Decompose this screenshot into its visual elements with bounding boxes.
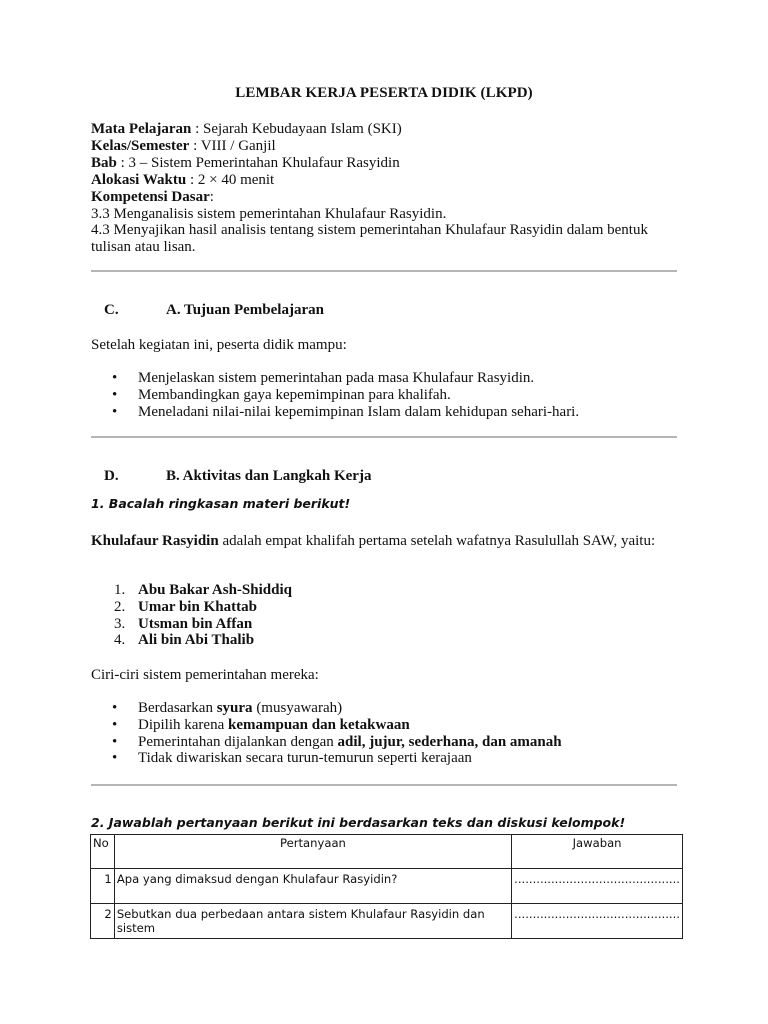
list-item [112, 616, 292, 633]
term-bold: Khulafaur Rasyidin [91, 533, 219, 549]
answer-blank[interactable]: ............................................. [512, 904, 683, 939]
section-heading-aktivitas [104, 468, 371, 485]
features-intro: Ciri-ciri sistem pemerintahan mereka: [91, 667, 319, 683]
bullet-icon: • [112, 700, 118, 716]
list-item [112, 734, 562, 751]
kd-colon: : [209, 188, 214, 205]
column-header-no: No [91, 835, 115, 869]
chapter-value: : 3 – Sistem Pemerintahan Khulafaur Rasyidin [116, 154, 400, 171]
list-number: 2. [114, 598, 126, 615]
list-item [112, 717, 562, 734]
list-number: 3. [114, 615, 126, 632]
list-item [112, 582, 292, 599]
feature-text: Berdasarkan [138, 700, 217, 716]
time-value: : 2 × 40 menit [186, 171, 275, 188]
list-item [112, 370, 579, 387]
kd-item-1: 3.3 Menganalisis sistem pemerintahan Khulafaur Rasyidin. [91, 205, 447, 222]
kd-label: Kompetensi Dasar [91, 188, 210, 205]
caliphs-list [112, 582, 292, 649]
question-text: Sebutkan dua perbedaan antara sistem Khulafaur Rasyidin dan sistem [114, 904, 511, 939]
feature-bold: kemampuan dan ketakwaan [227, 716, 410, 733]
section-letter: C. [104, 302, 119, 318]
time-label: Alokasi Waktu [91, 171, 187, 188]
objective-text: Meneladani nilai-nilai kepemimpinan Islam dalam kehidupan sehari-hari. [138, 403, 580, 420]
feature-text: (musyawarah) [252, 700, 343, 716]
list-item [112, 387, 579, 404]
bullet-icon: • [112, 370, 118, 386]
feature-bold: adil, jujur, sederhana, dan amanah [337, 733, 562, 750]
divider [91, 784, 677, 786]
chapter-label: Bab [91, 154, 117, 171]
class-label: Kelas/Semester [91, 137, 190, 154]
list-number: 4. [114, 632, 126, 649]
row-number: 1 [91, 869, 115, 904]
table-row [91, 869, 683, 904]
section-letter: D. [104, 468, 119, 484]
page-title: LEMBAR KERJA PESERTA DIDIK (LKPD) [235, 85, 533, 101]
row-number: 2 [91, 904, 115, 939]
time-line [91, 172, 681, 189]
list-item [112, 632, 292, 649]
chapter-line [91, 155, 681, 172]
list-item [112, 599, 292, 616]
caliph-name: Umar bin Khattab [138, 598, 257, 615]
bullet-icon: • [112, 403, 118, 420]
subject-label: Mata Pelajaran [91, 121, 192, 137]
question-text: Apa yang dimaksud dengan Khulafaur Rasyidin? [114, 869, 511, 904]
caliph-name: Ali bin Abi Thalib [138, 632, 255, 649]
feature-bold: syura [216, 700, 253, 716]
caliph-name: Abu Bakar Ash-Shiddiq [138, 582, 292, 598]
bullet-icon: • [112, 733, 118, 750]
section-title: B. Aktivitas dan Langkah Kerja [166, 468, 372, 484]
column-header-question: Pertanyaan [114, 835, 511, 869]
class-line [91, 138, 681, 155]
section-title: A. Tujuan Pembelajaran [166, 302, 324, 318]
objective-text: Menjelaskan sistem pemerintahan pada masa Khulafaur Rasyidin. [138, 370, 535, 386]
caliph-name: Utsman bin Affan [138, 615, 253, 632]
kd-item-2: 4.3 Menyajikan hasil analisis tentang sistem pemerintahan Khulafaur Rasyidin dalam bentuk tulisan atau lisan. [91, 222, 648, 256]
features-list [112, 700, 562, 767]
kd-line [91, 189, 681, 206]
feature-text: Tidak diwariskan secara turun-temurun seperti kerajaan [138, 750, 472, 767]
question-table [90, 834, 683, 939]
section-heading-tujuan [104, 302, 324, 319]
table-row [91, 904, 683, 939]
worksheet-meta [91, 121, 681, 256]
list-item [112, 404, 579, 421]
list-item [112, 700, 562, 717]
paragraph-text: adalah empat khalifah pertama setelah wafatnya Rasulullah SAW, yaitu: [218, 533, 656, 549]
list-item [112, 750, 562, 767]
column-header-answer: Jawaban [512, 835, 683, 869]
answer-blank[interactable]: ............................................. [512, 869, 683, 904]
khulafaur-paragraph [91, 533, 671, 550]
instruction-read: 1. Bacalah ringkasan materi berikut! [91, 496, 351, 511]
feature-text: Pemerintahan dijalankan dengan [138, 733, 338, 750]
bullet-icon: • [112, 386, 118, 403]
subject-line [91, 121, 681, 138]
table-header-row [91, 835, 683, 869]
subject-value: : Sejarah Kebudayaan Islam (SKI) [191, 121, 402, 137]
objective-text: Membandingkan gaya kepemimpinan para khalifah. [138, 386, 451, 403]
objectives-intro: Setelah kegiatan ini, peserta didik mampu: [91, 337, 347, 353]
divider [91, 436, 677, 438]
list-number: 1. [114, 582, 126, 598]
divider [91, 270, 677, 272]
instruction-answer: 2. Jawablah pertanyaan berikut ini berdasarkan teks dan diskusi kelompok! [91, 815, 626, 830]
class-value: : VIII / Ganjil [189, 137, 276, 154]
feature-text: Dipilih karena [138, 716, 228, 733]
bullet-icon: • [112, 750, 118, 767]
objectives-list [112, 370, 579, 420]
bullet-icon: • [112, 716, 118, 733]
